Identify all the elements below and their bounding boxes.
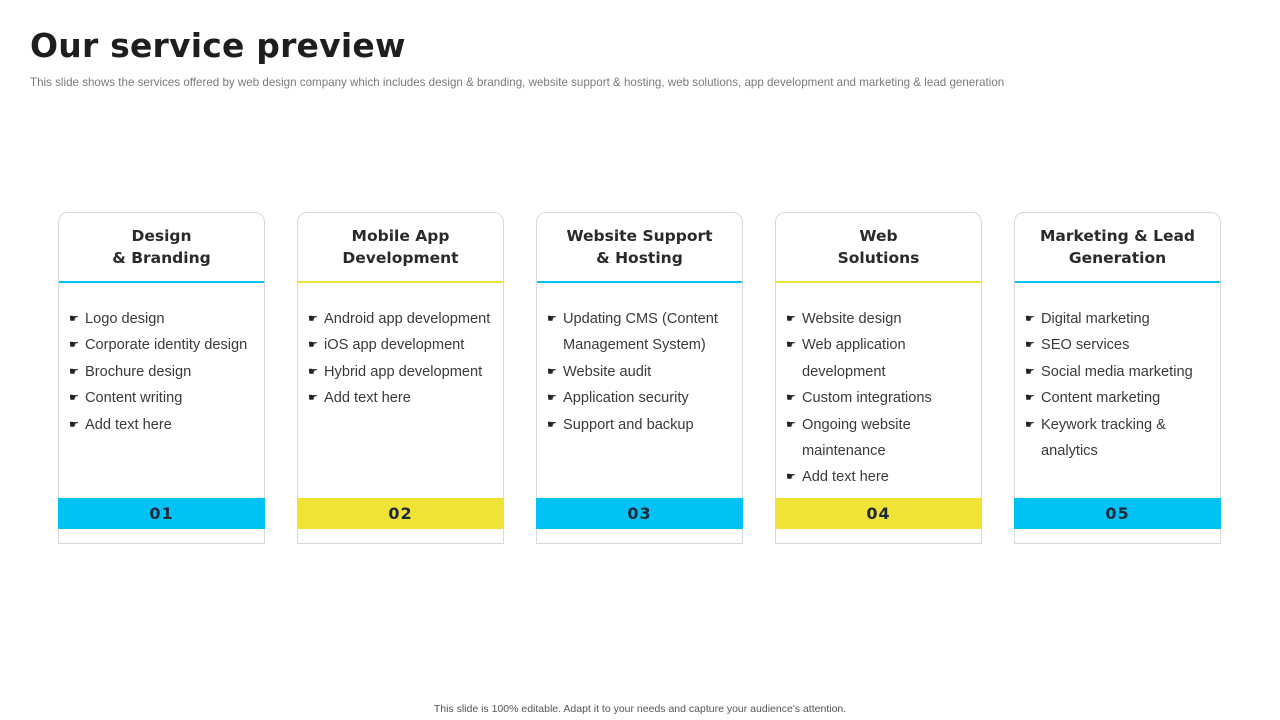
list-item: ☛ Hybrid app development	[308, 359, 495, 385]
card-header	[537, 213, 742, 283]
pointing-hand-icon: ☛	[1025, 339, 1035, 352]
card-list	[537, 283, 742, 438]
pointing-hand-icon: ☛	[69, 418, 79, 431]
list-item: ☛ Content marketing	[1025, 385, 1212, 411]
pointing-hand-icon: ☛	[69, 313, 79, 325]
pointing-hand-icon: ☛	[1025, 313, 1035, 325]
card-list	[298, 283, 503, 412]
pointing-hand-icon: ☛	[786, 313, 796, 325]
list-item: ☛ Content writing	[69, 385, 256, 411]
card-header	[776, 213, 981, 283]
pointing-hand-icon: ☛	[69, 365, 79, 378]
service-card-marketing-lead	[1014, 212, 1221, 544]
pointing-hand-icon: ☛	[1025, 365, 1035, 378]
list-item: ☛ Application security	[547, 385, 734, 411]
pointing-hand-icon: ☛	[547, 392, 557, 405]
list-item: ☛ Website audit	[547, 359, 734, 385]
list-item: ☛ iOS app development	[308, 332, 495, 358]
card-number: 05	[1105, 504, 1130, 523]
card-header	[1015, 213, 1220, 283]
list-item: ☛ Digital marketing	[1025, 306, 1212, 332]
pointing-hand-icon: ☛	[308, 313, 318, 325]
card-number-band	[58, 498, 265, 529]
list-item: ☛ Brochure design	[69, 359, 256, 385]
card-title: Marketing & Lead Generation	[1039, 227, 1196, 267]
pointing-hand-icon: ☛	[69, 392, 79, 405]
card-header	[59, 213, 264, 283]
pointing-hand-icon: ☛	[308, 339, 318, 352]
pointing-hand-icon: ☛	[786, 418, 796, 431]
list-item: ☛ Android app development	[308, 306, 495, 332]
service-card-design-branding	[58, 212, 265, 544]
pointing-hand-icon: ☛	[547, 365, 557, 378]
card-list	[59, 283, 264, 438]
pointing-hand-icon: ☛	[308, 392, 318, 405]
card-title: Web Solutions	[837, 227, 920, 267]
card-title: Design & Branding	[112, 227, 211, 267]
pointing-hand-icon: ☛	[1025, 392, 1035, 405]
card-title: Mobile App Development	[342, 227, 459, 267]
card-number-band	[1014, 498, 1221, 529]
footer-note: This slide is 100% editable. Adapt it to your needs and capture your audience's attention.	[433, 703, 847, 715]
list-item: ☛ Add text here	[69, 412, 256, 438]
list-item: ☛ Keywork tracking & analytics	[1025, 412, 1212, 465]
pointing-hand-icon: ☛	[1025, 418, 1035, 431]
card-title: Website Support & Hosting	[566, 227, 713, 267]
list-item: ☛ Social media marketing	[1025, 359, 1212, 385]
pointing-hand-icon: ☛	[786, 392, 796, 405]
card-number-band	[775, 498, 982, 529]
card-header	[298, 213, 503, 283]
list-item: ☛ Corporate identity design	[69, 332, 256, 358]
list-item: ☛ Updating CMS (Content Management System)	[547, 306, 734, 359]
card-number-band	[536, 498, 743, 529]
list-item: ☛ Ongoing website maintenance	[786, 412, 973, 465]
page-subtitle: This slide shows the services offered by web design company which includes design & branding, website support & hosting, web solutions, app development and marketing & lead generation	[30, 76, 1005, 89]
list-item: ☛ Add text here	[308, 385, 495, 411]
service-cards	[58, 212, 1221, 544]
pointing-hand-icon: ☛	[547, 313, 557, 325]
list-item: ☛ Web application development	[786, 332, 973, 385]
service-card-website-support	[536, 212, 743, 544]
service-card-web-solutions	[775, 212, 982, 544]
pointing-hand-icon: ☛	[786, 471, 796, 484]
list-item: ☛ Custom integrations	[786, 385, 973, 411]
card-number-band	[297, 498, 504, 529]
page-title: Our service preview	[30, 26, 406, 65]
list-item: ☛ Logo design	[69, 306, 256, 332]
card-number: 03	[627, 504, 652, 523]
card-list	[776, 283, 981, 491]
pointing-hand-icon: ☛	[547, 418, 557, 431]
service-card-mobile-app	[297, 212, 504, 544]
list-item: ☛ Add text here	[786, 464, 973, 490]
card-number: 04	[866, 504, 891, 523]
card-list	[1015, 283, 1220, 464]
card-number: 01	[149, 504, 174, 523]
pointing-hand-icon: ☛	[786, 339, 796, 352]
pointing-hand-icon: ☛	[69, 339, 79, 352]
card-number: 02	[388, 504, 413, 523]
list-item: ☛ Support and backup	[547, 412, 734, 438]
pointing-hand-icon: ☛	[308, 365, 318, 378]
list-item: ☛ Website design	[786, 306, 973, 332]
list-item: ☛ SEO services	[1025, 332, 1212, 358]
